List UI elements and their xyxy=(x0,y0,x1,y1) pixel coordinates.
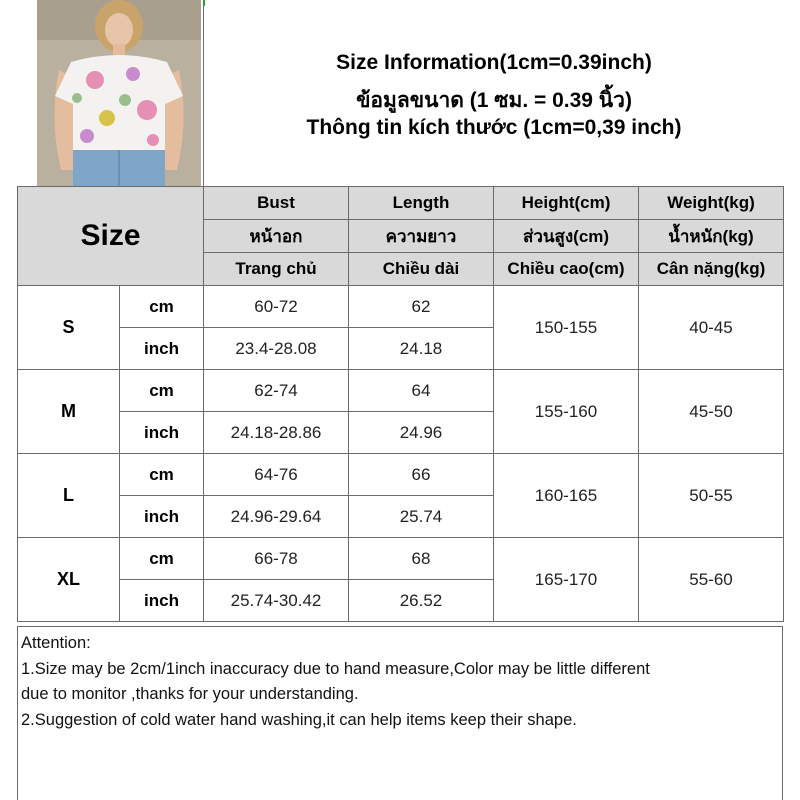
col-header-bust-vietnamese: Trang chủ xyxy=(204,253,349,286)
col-header-length-thai: ความยาว xyxy=(349,220,494,253)
size-label: S xyxy=(18,286,120,370)
table-row xyxy=(18,370,784,412)
col-header-weight-thai: น้ำหนัก(kg) xyxy=(639,220,784,253)
length-inch-value: 24.96 xyxy=(349,412,494,454)
header-row-english xyxy=(18,187,784,220)
header-title-english: Size Information(1cm=0.39inch) xyxy=(336,51,652,74)
unit-cm-label: cm xyxy=(120,538,204,580)
header-title-thai: ข้อมูลขนาด (1 ซม. = 0.39 นิ้ว) xyxy=(356,89,632,112)
model-wearing-floral-tshirt-image xyxy=(37,0,201,186)
unit-cm-label: cm xyxy=(120,286,204,328)
product-photo xyxy=(37,0,201,186)
unit-inch-label: inch xyxy=(120,412,204,454)
col-header-weight: Weight(kg) xyxy=(639,187,784,220)
col-header-length: Length xyxy=(349,187,494,220)
size-label: XL xyxy=(18,538,120,622)
header-title-vietnamese: Thông tin kích thước (1cm=0,39 inch) xyxy=(306,116,682,139)
weight-value: 40-45 xyxy=(639,286,784,370)
col-header-height-vietnamese: Chiều cao(cm) xyxy=(494,253,639,286)
bust-cm-value: 64-76 xyxy=(204,454,349,496)
weight-value: 50-55 xyxy=(639,454,784,538)
col-header-bust: Bust xyxy=(204,187,349,220)
col-header-height-thai: ส่วนสูง(cm) xyxy=(494,220,639,253)
attention-notes xyxy=(17,626,783,800)
col-header-bust-thai: หน้าอก xyxy=(204,220,349,253)
height-value: 160-165 xyxy=(494,454,639,538)
col-header-weight-vietnamese: Cân nặng(kg) xyxy=(639,253,784,286)
length-cm-value: 64 xyxy=(349,370,494,412)
corner-mark xyxy=(203,0,205,6)
length-inch-value: 26.52 xyxy=(349,580,494,622)
unit-inch-label: inch xyxy=(120,580,204,622)
bust-inch-value: 23.4-28.08 xyxy=(204,328,349,370)
bust-cm-value: 62-74 xyxy=(204,370,349,412)
table-row xyxy=(18,454,784,496)
weight-value: 45-50 xyxy=(639,370,784,454)
size-column-title: Size xyxy=(18,187,204,286)
note-1-line-1: 1.Size may be 2cm/1inch inaccuracy due to hand measure,Color may be little different xyxy=(21,659,650,678)
attention-title: Attention: xyxy=(21,634,91,652)
unit-cm-label: cm xyxy=(120,454,204,496)
unit-inch-label: inch xyxy=(120,328,204,370)
col-header-height: Height(cm) xyxy=(494,187,639,220)
length-inch-value: 25.74 xyxy=(349,496,494,538)
bust-inch-value: 25.74-30.42 xyxy=(204,580,349,622)
size-label: L xyxy=(18,454,120,538)
height-value: 165-170 xyxy=(494,538,639,622)
size-table xyxy=(17,186,784,622)
table-row xyxy=(18,538,784,580)
length-inch-value: 24.18 xyxy=(349,328,494,370)
length-cm-value: 66 xyxy=(349,454,494,496)
note-2: 2.Suggestion of cold water hand washing,it can help items keep their shape. xyxy=(21,710,577,729)
col-header-length-vietnamese: Chiều dài xyxy=(349,253,494,286)
unit-cm-label: cm xyxy=(120,370,204,412)
table-row xyxy=(18,286,784,328)
bust-inch-value: 24.96-29.64 xyxy=(204,496,349,538)
height-value: 155-160 xyxy=(494,370,639,454)
length-cm-value: 62 xyxy=(349,286,494,328)
bust-inch-value: 24.18-28.86 xyxy=(204,412,349,454)
unit-inch-label: inch xyxy=(120,496,204,538)
length-cm-value: 68 xyxy=(349,538,494,580)
bust-cm-value: 66-78 xyxy=(204,538,349,580)
size-chart xyxy=(17,0,783,800)
height-value: 150-155 xyxy=(494,286,639,370)
size-info-header xyxy=(203,0,784,186)
note-1-line-2: due to monitor ,thanks for your understanding. xyxy=(21,685,359,703)
size-label: M xyxy=(18,370,120,454)
bust-cm-value: 60-72 xyxy=(204,286,349,328)
weight-value: 55-60 xyxy=(639,538,784,622)
